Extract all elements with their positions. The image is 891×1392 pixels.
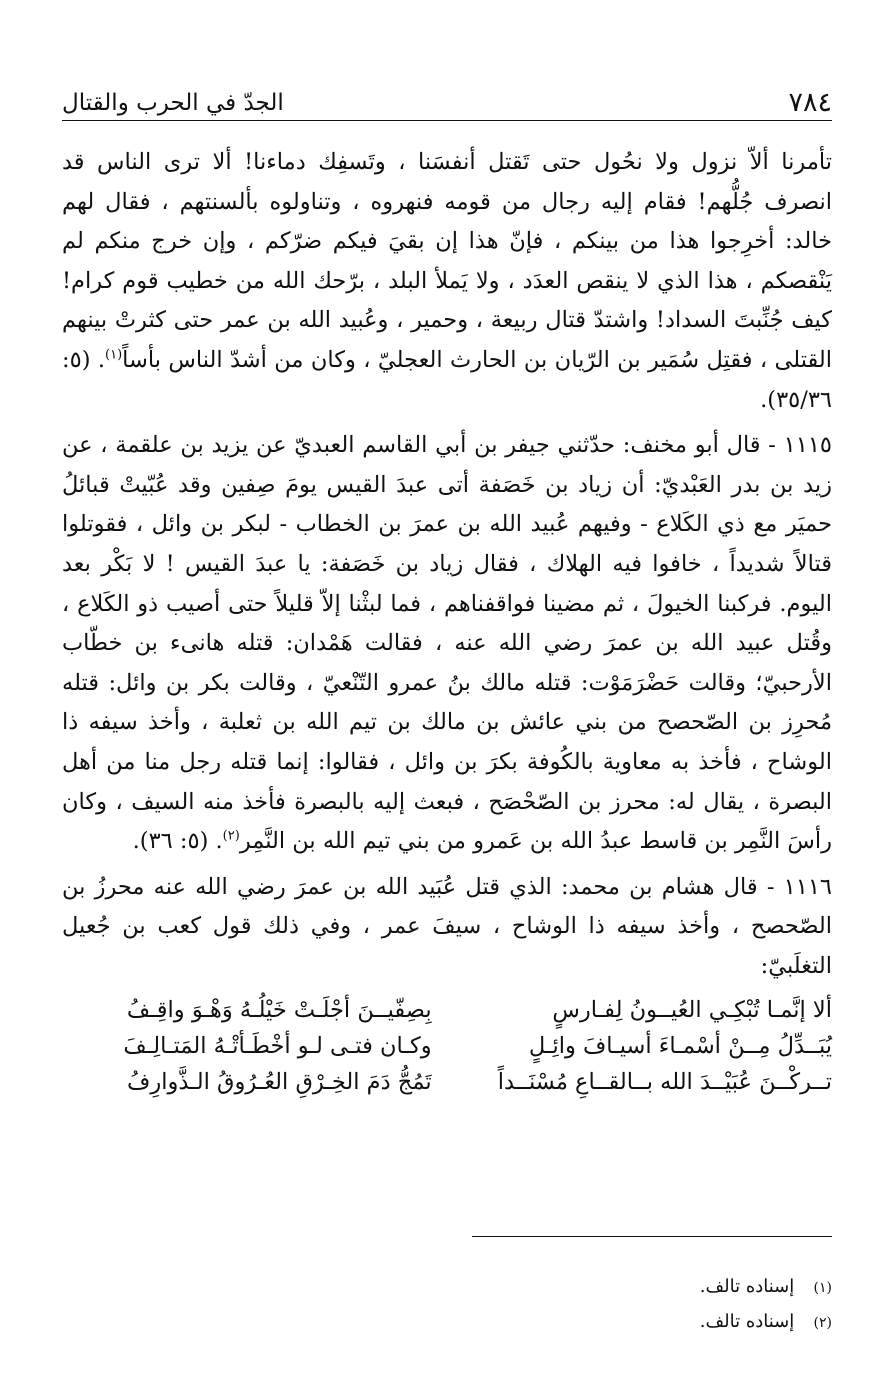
paragraph — [62, 868, 832, 987]
paragraph-text: ١١١٥ - قال أبو مخنف: حدّثني جيفر بن أبي القاسم العبديّ عن يزيد بن علقمة ، عن زيد بن بدر العَبْديّ: أن زياد بن خَصَفة أتى عبدَ القيس يومَ صِفين وقد عُبّيتْ قبائلُ حميَر مع ذي الكَلاع - وفيهم عُبيد الله بن عمرَ بن الخطاب - لبكر بن وائل ، فقوتلوا قتالاً شديداً ، خافوا فيه الهلاك ، فقال زياد بن خَصَفة: يا عبدَ القيس ! لا بَكْر بعد اليوم. فركبنا الخيولَ ، ثم مضينا فواقفناهم ، فما لبثْنا إلاّ قليلاً حتى أصيب ذو الكَلاع ، وقُتل عبيد الله بن عمرَ رضي الله عنه ، فقالت هَمْدان: قتله هانىء بن خطّاب الأرحبيّ؛ وقالت حَضْرَمَوْت: قتله مالك بنُ عمرو التّنْعيّ ، وقالت بكر بن وائل: قتله مُحرِز بن الصّحصح من بني عائش بن مالك بن تيم الله بن ثعلبة ، وأخذ سيفه ذا الوشاح ، فأخذ به معاوية بالكُوفة بكرَ بن وائل ، فقالوا: إنما قتله رجل منا من أهل البصرة ، يقال له: محرز بن الصّحْصَح ، فبعث إليه بالبصرة فأخذ منه السيف ، وكان رأسَ النَّمِر بن قاسط عبدُ الله بن عَمرو من بني تيم الله بن النَّمِر — [62, 432, 832, 855]
paragraph-citation: . (٥: ٣٦). — [132, 828, 223, 855]
verse-first-hemistich: يُبَــدِّلُ مِــنْ أسْمـاءَ أسيـافَ وائِـلٍ — [528, 1033, 832, 1060]
paragraph-text: ١١١٦ - قال هشام بن محمد: الذي قتل عُبَيد الله بن عمرَ رضي الله عنه محرزُ بن الصّحصح ، وأخذ سيفه ذا الوشاح ، سيفَ عمر ، وفي ذلك قول كعب بن جُعيل التغلَبيّ: — [62, 873, 832, 979]
main-text — [62, 143, 832, 1100]
footnote — [462, 1270, 832, 1305]
footnote-reference: (١) — [105, 347, 123, 363]
poem-verse — [62, 1064, 832, 1100]
footnote-number: (٢) — [813, 1315, 832, 1331]
running-title: الجدّ في الحرب والقتال — [62, 90, 284, 116]
verse-second-hemistich: بِصِفّيــنَ أجْلَـتْ خَيْلُـهُ وَهْـوَ واقِـفُ — [126, 997, 432, 1024]
verse-second-hemistich: وكـان فتـى لـو أخْطَـأتْـهُ المَتـالِـفَ — [123, 1033, 432, 1060]
verse-first-hemistich: ألا إنَّمـا تُبْكِـي العُيــونُ لِفـارسٍ — [552, 997, 832, 1024]
poem-verse — [62, 992, 832, 1028]
poem-verse — [62, 1028, 832, 1064]
footnote-divider — [472, 1236, 832, 1237]
page-number: ٧٨٤ — [788, 87, 832, 118]
footnote-reference: (٢) — [222, 828, 240, 844]
paragraph-text: تأمرنا ألاّ نزول ولا نحُول حتى تَقتل أنفسَنا ، وتَسفِك دماءنا! ألا ترى الناس قد انصرف جُلُّهم! فقام إليه رجال من قومه فنهروه ، وتناولوه بألسنتهم ، فقال لهم خالد: أخرِجوا هذا من بينكم ، فإنّ هذا إن بقيَ فيكم ضرّكم ، وإن خرج منكم لم يَنْقصكم ، هذا الذي لا ينقص العدَد ، ولا يَملأ البلد ، برّحك الله من خطيب قوم كرام! كيف جُنِّبتَ السداد! واشتدّ قتال ربيعة ، وحمير ، وعُبيد الله بن عمر حتى كثرتْ بينهم القتلى ، فقتِل سُمَير بن الرّيان بن الحارث العجليّ ، وكان من أشدّ الناس بأساً — [62, 149, 832, 373]
footnote — [462, 1305, 832, 1340]
page-header — [62, 84, 832, 121]
paragraph — [62, 143, 832, 420]
paragraph-citation: . (٥: ٣٥/٣٦). — [62, 346, 832, 413]
footnotes — [462, 1270, 832, 1340]
footnote-text: إسناده تالف. — [699, 1276, 795, 1297]
verse-first-hemistich: تــركْــنَ عُبَيْــدَ الله بــالقــاعِ مُسْنَــداً — [497, 1069, 832, 1096]
footnote-text: إسناده تالف. — [699, 1311, 795, 1332]
verse-second-hemistich: تَمُجُّ دَمَ الخِـرْقِ العُـرُوقُ الـذَّوارِفُ — [127, 1069, 432, 1096]
poem — [62, 992, 832, 1100]
footnote-number: (١) — [813, 1280, 832, 1296]
paragraph — [62, 426, 832, 862]
